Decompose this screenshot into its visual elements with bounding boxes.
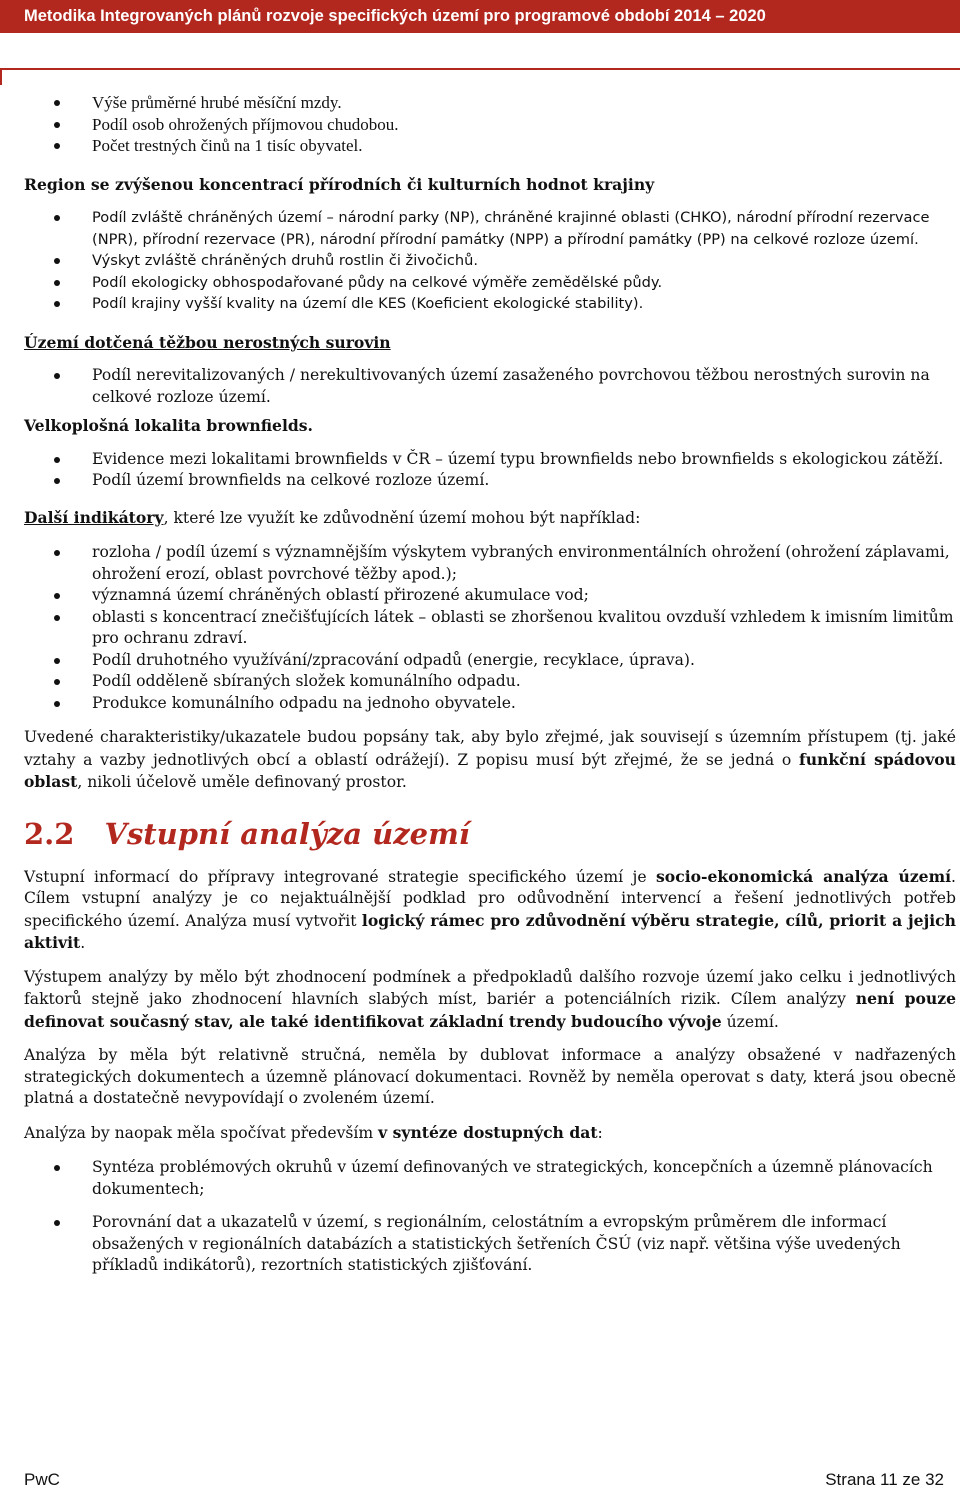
paragraph-uvedene <box>24 727 956 794</box>
header-rule <box>0 68 960 70</box>
text-run: Vstupní informací do přípravy integrované strategie specifického území je <box>24 867 657 886</box>
footer-page-number: Strana 11 ze 32 <box>825 1470 944 1489</box>
list-brownfields <box>24 449 956 492</box>
text-bold: socio-ekonomická analýza území <box>656 866 952 886</box>
list-item: oblasti s koncentrací znečišťujících látek – oblasti se zhoršenou kvalitou ovzduší vzhledem k imisním limitům pro ochranu zdraví. <box>24 607 956 650</box>
dalsi-indikatory-text: , které lze využít ke zdůvodnění území mohou být například: <box>163 508 641 527</box>
section-number: 2.2 <box>24 816 75 851</box>
text-run: , nikoli účelově uměle definovaný prostor. <box>77 773 407 791</box>
footer-left: PwC <box>24 1470 60 1489</box>
paragraph-vstupni <box>24 866 956 955</box>
list-item: Produkce komunálního odpadu na jednoho obyvatele. <box>24 693 956 715</box>
paragraph-synteza <box>24 1122 956 1145</box>
list-item: Podíl zvláště chráněných území – národní parky (NP), chráněné krajinné oblasti (CHKO), národní přírodní rezervace (NPR), přírodní rezervace (PR), národní přírodní památky (NPP) a přírodní památky (PP) na celkové rozloze území. <box>24 207 956 250</box>
page-content <box>24 92 956 1289</box>
list-item: Výše průměrné hrubé měsíční mzdy. <box>24 92 956 114</box>
text-run: . Cílem vstupní analýzy je co nejaktuálnější podklad pro odůvodnění intervencí a řešení jednotlivých potřeb specifického území. Analýza musí vytvořit <box>24 867 956 930</box>
text-bold: logický rámec pro zdůvodnění výběru strategie, cílů, priorit a jejich aktivit <box>24 910 956 952</box>
list-item: Podíl ekologicky obhospodařované půdy na celkové výměře zemědělské půdy. <box>24 272 956 294</box>
list-item: Podíl odděleně sbíraných složek komunálního odpadu. <box>24 671 956 693</box>
list-item: významná území chráněných oblastí přirozené akumulace vod; <box>24 585 956 607</box>
list-tezba <box>24 365 956 408</box>
dalsi-indikatory-intro <box>24 507 956 530</box>
list-item: Evidence mezi lokalitami brownfields v ČR – území typu brownfields nebo brownfields s ekologickou zátěží. <box>24 449 956 471</box>
list-item: rozloha / podíl území s významnějším výskytem vybraných environmentálních ohrožení (ohrožení záplavami, ohrožení erozí, oblast povrchové těžby apod.); <box>24 542 956 585</box>
list-item: Porovnání dat a ukazatelů v území, s regionálním, celostátním a evropským průměrem dle informací obsažených v regionálních databázích a statistických šetřeních ČSÚ (viz např. většina výše uvedených příkladů indikátorů), rezortních statistických zjišťování. <box>24 1212 956 1277</box>
dalsi-indikatory-bold: Další indikátory <box>24 507 164 527</box>
text-run: : <box>597 1123 603 1142</box>
header-rule-tick <box>0 68 2 85</box>
header-bar <box>0 0 960 33</box>
list-item: Výskyt zvláště chráněných druhů rostlin či živočichů. <box>24 250 956 272</box>
list-region <box>24 207 956 315</box>
section-heading-tezba: Území dotčená těžbou nerostných surovin <box>24 332 391 352</box>
list-item: Syntéza problémových okruhů v území definovaných ve strategických, koncepčních a územně plánovacích dokumentech; <box>24 1157 956 1200</box>
list-item: Počet trestných činů na 1 tisíc obyvatel. <box>24 135 956 157</box>
section-title: Vstupní analýza území <box>104 816 470 851</box>
list-item: Podíl osob ohrožených příjmovou chudobou. <box>24 114 956 136</box>
list-top <box>24 92 956 157</box>
list-item: Podíl druhotného využívání/zpracování odpadů (energie, recyklace, úprava). <box>24 650 956 672</box>
paragraph-vystupem <box>24 967 956 1034</box>
text-bold: není pouze definovat současný stav, ale také identifikovat základní trendy budoucího vývoje <box>24 989 956 1031</box>
section-heading-brownfields: Velkoplošná lokalita brownfields. <box>24 416 313 435</box>
list-item: Podíl území brownfields na celkové rozloze území. <box>24 470 956 492</box>
list-item: Podíl krajiny vyšší kvality na území dle KES (Koeficient ekologické stability). <box>24 293 956 315</box>
list-final <box>24 1157 956 1277</box>
section-heading-region: Region se zvýšenou koncentrací přírodních či kulturních hodnot krajiny <box>24 174 655 194</box>
text-bold: v syntéze dostupných dat <box>378 1122 598 1142</box>
header-title: Metodika Integrovaných plánů rozvoje specifických území pro programové období 2014 – 2020 <box>24 7 766 25</box>
section-heading-2-2 <box>24 816 956 852</box>
list-dalsi <box>24 542 956 714</box>
text-run: Výstupem analýzy by mělo být zhodnocení podmínek a předpokladů dalšího rozvoje území jako celku i jednotlivých faktorů stejně jako zhodnocení hlavních slabých míst, bariér a potenciálních rizik. Cílem analýzy <box>24 967 956 1008</box>
list-item: Podíl nerevitalizovaných / nerekultivovaných území zasaženého povrchovou těžbou nerostných surovin na celkové rozloze území. <box>24 365 956 408</box>
text-run: území. <box>721 1012 779 1031</box>
text-run: Analýza by naopak měla spočívat především <box>24 1123 379 1142</box>
text-run: Uvedené charakteristiky/ukazatele budou popsány tak, aby bylo zřejmé, jak souvisejí s územním přístupem (tj. jaké vztahy a vazby jednotlivých obcí a oblastí odrážejí). Z popisu musí být zřejmé, že se jedná o <box>24 728 956 769</box>
text-run: . <box>80 934 86 952</box>
paragraph-strucna: Analýza by měla být relativně stručná, neměla by dublovat informace a analýzy obsažené v nadřazených strategických dokumentech a územně plánovací dokumentaci. Rovněž by neměla operovat s daty, která jsou obecně platná a dostatečně nevypovídají o zvoleném území. <box>24 1046 956 1107</box>
text-bold: funkční spádovou oblast <box>24 749 956 791</box>
